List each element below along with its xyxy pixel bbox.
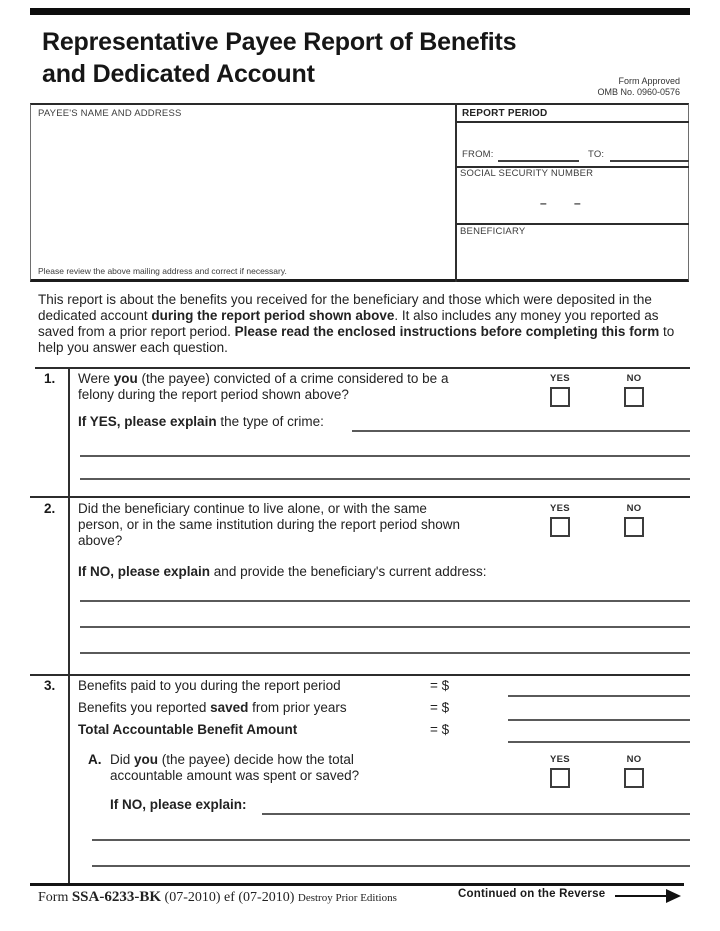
- continued-label: Continued on the Reverse: [458, 888, 606, 900]
- continued-arrow-icon: [666, 889, 681, 903]
- q3-row-2-pre: Benefits you reported: [78, 700, 211, 715]
- q1-explain-line-1[interactable]: [352, 430, 690, 432]
- q3-number: 3.: [44, 678, 56, 693]
- q3a-no-label: NO: [626, 754, 642, 765]
- header-box-divider: [455, 103, 457, 282]
- q2-no-label: NO: [626, 503, 642, 514]
- question-column-divider: [68, 367, 70, 884]
- payee-name-address-label: PAYEE'S NAME AND ADDRESS: [38, 108, 182, 119]
- q3-row-3-eq: = $: [430, 722, 450, 737]
- q1-text: [78, 371, 452, 403]
- q3-top-rule: [30, 674, 690, 676]
- q2-explain-bold: If NO, please explain: [78, 564, 211, 579]
- q1-yes-checkbox[interactable]: [550, 387, 570, 407]
- q3a-yes-label: YES: [550, 754, 570, 765]
- q2-explain-line-2[interactable]: [80, 626, 690, 628]
- report-period-to-field[interactable]: [610, 160, 689, 162]
- q3a-text-bold: you: [134, 752, 159, 767]
- q1-yes-label: YES: [550, 373, 570, 384]
- q3-row-2-eq: = $: [430, 700, 450, 715]
- q1-number: 1.: [44, 371, 56, 386]
- report-period-underline: [456, 121, 689, 123]
- q2-yes-checkbox[interactable]: [550, 517, 570, 537]
- q3a-explain-line-1[interactable]: [262, 813, 690, 815]
- q3a-explain-line-2[interactable]: [92, 839, 690, 841]
- q1-explain-prompt: [78, 414, 324, 430]
- form-title-line-2: and Dedicated Account: [42, 60, 315, 88]
- q3a-text-post: (the payee) decide how the total accountable amount was spent or saved?: [110, 752, 360, 783]
- q1-explain-bold: If YES, please explain: [78, 414, 217, 429]
- ssn-dash-1: –: [540, 196, 547, 210]
- q1-explain-line-2[interactable]: [80, 455, 690, 457]
- omb-number: OMB No. 0960-0576: [597, 87, 680, 97]
- intro-seg-3: . It also includes any money you reported as saved from a prior report period.: [38, 308, 659, 339]
- q2-yes-label: YES: [550, 503, 570, 514]
- footer-form-number: SSA-6233-BK: [71, 889, 162, 905]
- q3a-no-checkbox[interactable]: [624, 768, 644, 788]
- q3a-text-pre: Did: [110, 752, 135, 767]
- intro-paragraph: [38, 292, 688, 356]
- footer-destroy-note: Destroy Prior Editions: [297, 892, 397, 904]
- q3a-explain-line-3[interactable]: [92, 865, 690, 867]
- beneficiary-label: BENEFICIARY: [460, 226, 526, 237]
- q1-top-rule: [35, 367, 690, 369]
- q1-explain-line-3[interactable]: [80, 478, 690, 480]
- q3-row-2-bold: saved: [210, 700, 249, 715]
- form-approved-label: Form Approved: [618, 76, 680, 86]
- report-period-from-field[interactable]: [498, 160, 579, 162]
- q3-row-3-amount-line[interactable]: [508, 741, 690, 743]
- review-note: Please review the above mailing address and correct if necessary.: [38, 266, 287, 276]
- to-label: TO:: [588, 149, 605, 160]
- footer-form-pre: Form: [38, 890, 72, 905]
- q3a-letter: A.: [88, 752, 102, 767]
- q2-no-checkbox[interactable]: [624, 517, 644, 537]
- form-title-line-1: Representative Payee Report of Benefits: [42, 28, 517, 56]
- q2-text: Did the beneficiary continue to live alone, or with the same person, or in the same institution during the report period shown above?: [78, 501, 460, 548]
- form-approval-block: [540, 76, 680, 98]
- q3-row-3-text: Total Accountable Benefit Amount: [78, 722, 298, 737]
- q2-explain-prompt: [78, 564, 487, 580]
- beneficiary-field[interactable]: [458, 240, 688, 280]
- q3-row-1-eq: = $: [430, 678, 450, 693]
- q2-explain-rest: and provide the beneficiary's current address:: [210, 564, 487, 579]
- continued-arrow-line: [615, 895, 667, 897]
- report-period-label: REPORT PERIOD: [462, 108, 548, 119]
- top-rule: [30, 8, 690, 15]
- q1-text-bold: you: [113, 371, 138, 386]
- q1-text-post: (the payee) convicted of a crime considered to be a felony during the report period shown above?: [78, 371, 449, 402]
- q1-explain-rest: the type of crime:: [216, 414, 324, 429]
- footer-form-mid: (07-2010) ef (07-2010): [161, 890, 298, 905]
- q2-explain-line-3[interactable]: [80, 652, 690, 654]
- q1-no-label: NO: [626, 373, 642, 384]
- q3a-explain-prompt: If NO, please explain:: [110, 797, 247, 812]
- q3-row-2-amount-line[interactable]: [508, 719, 690, 721]
- q3a-text: [110, 752, 380, 784]
- q3-row-1-amount-line[interactable]: [508, 695, 690, 697]
- footer-form-id: [38, 889, 397, 906]
- q1-no-checkbox[interactable]: [624, 387, 644, 407]
- intro-seg-2: during the report period shown above: [151, 308, 395, 323]
- q2-number: 2.: [44, 501, 56, 516]
- q1-text-pre: Were: [78, 371, 114, 386]
- intro-seg-5: to help you answer each question.: [38, 324, 675, 355]
- q2-explain-line-1[interactable]: [80, 600, 690, 602]
- q3-row-2-text: [78, 700, 347, 716]
- intro-seg-4: Please read the enclosed instructions before completing this form: [234, 324, 660, 339]
- q3-row-1-text: Benefits paid to you during the report period: [78, 678, 341, 693]
- intro-seg-1: This report is about the benefits you received for the beneficiary and those which were deposited in the dedicated account: [38, 292, 652, 323]
- payee-address-field[interactable]: [34, 122, 450, 262]
- q3-row-2-post: from prior years: [248, 700, 347, 715]
- footer-rule: [30, 883, 684, 886]
- q2-top-rule: [30, 496, 690, 498]
- ssn-field[interactable]: [458, 185, 688, 221]
- ssn-label: SOCIAL SECURITY NUMBER: [460, 168, 594, 179]
- beneficiary-row-divider: [456, 223, 689, 225]
- from-label: FROM:: [462, 149, 494, 160]
- q3a-yes-checkbox[interactable]: [550, 768, 570, 788]
- ssn-dash-2: –: [574, 196, 581, 210]
